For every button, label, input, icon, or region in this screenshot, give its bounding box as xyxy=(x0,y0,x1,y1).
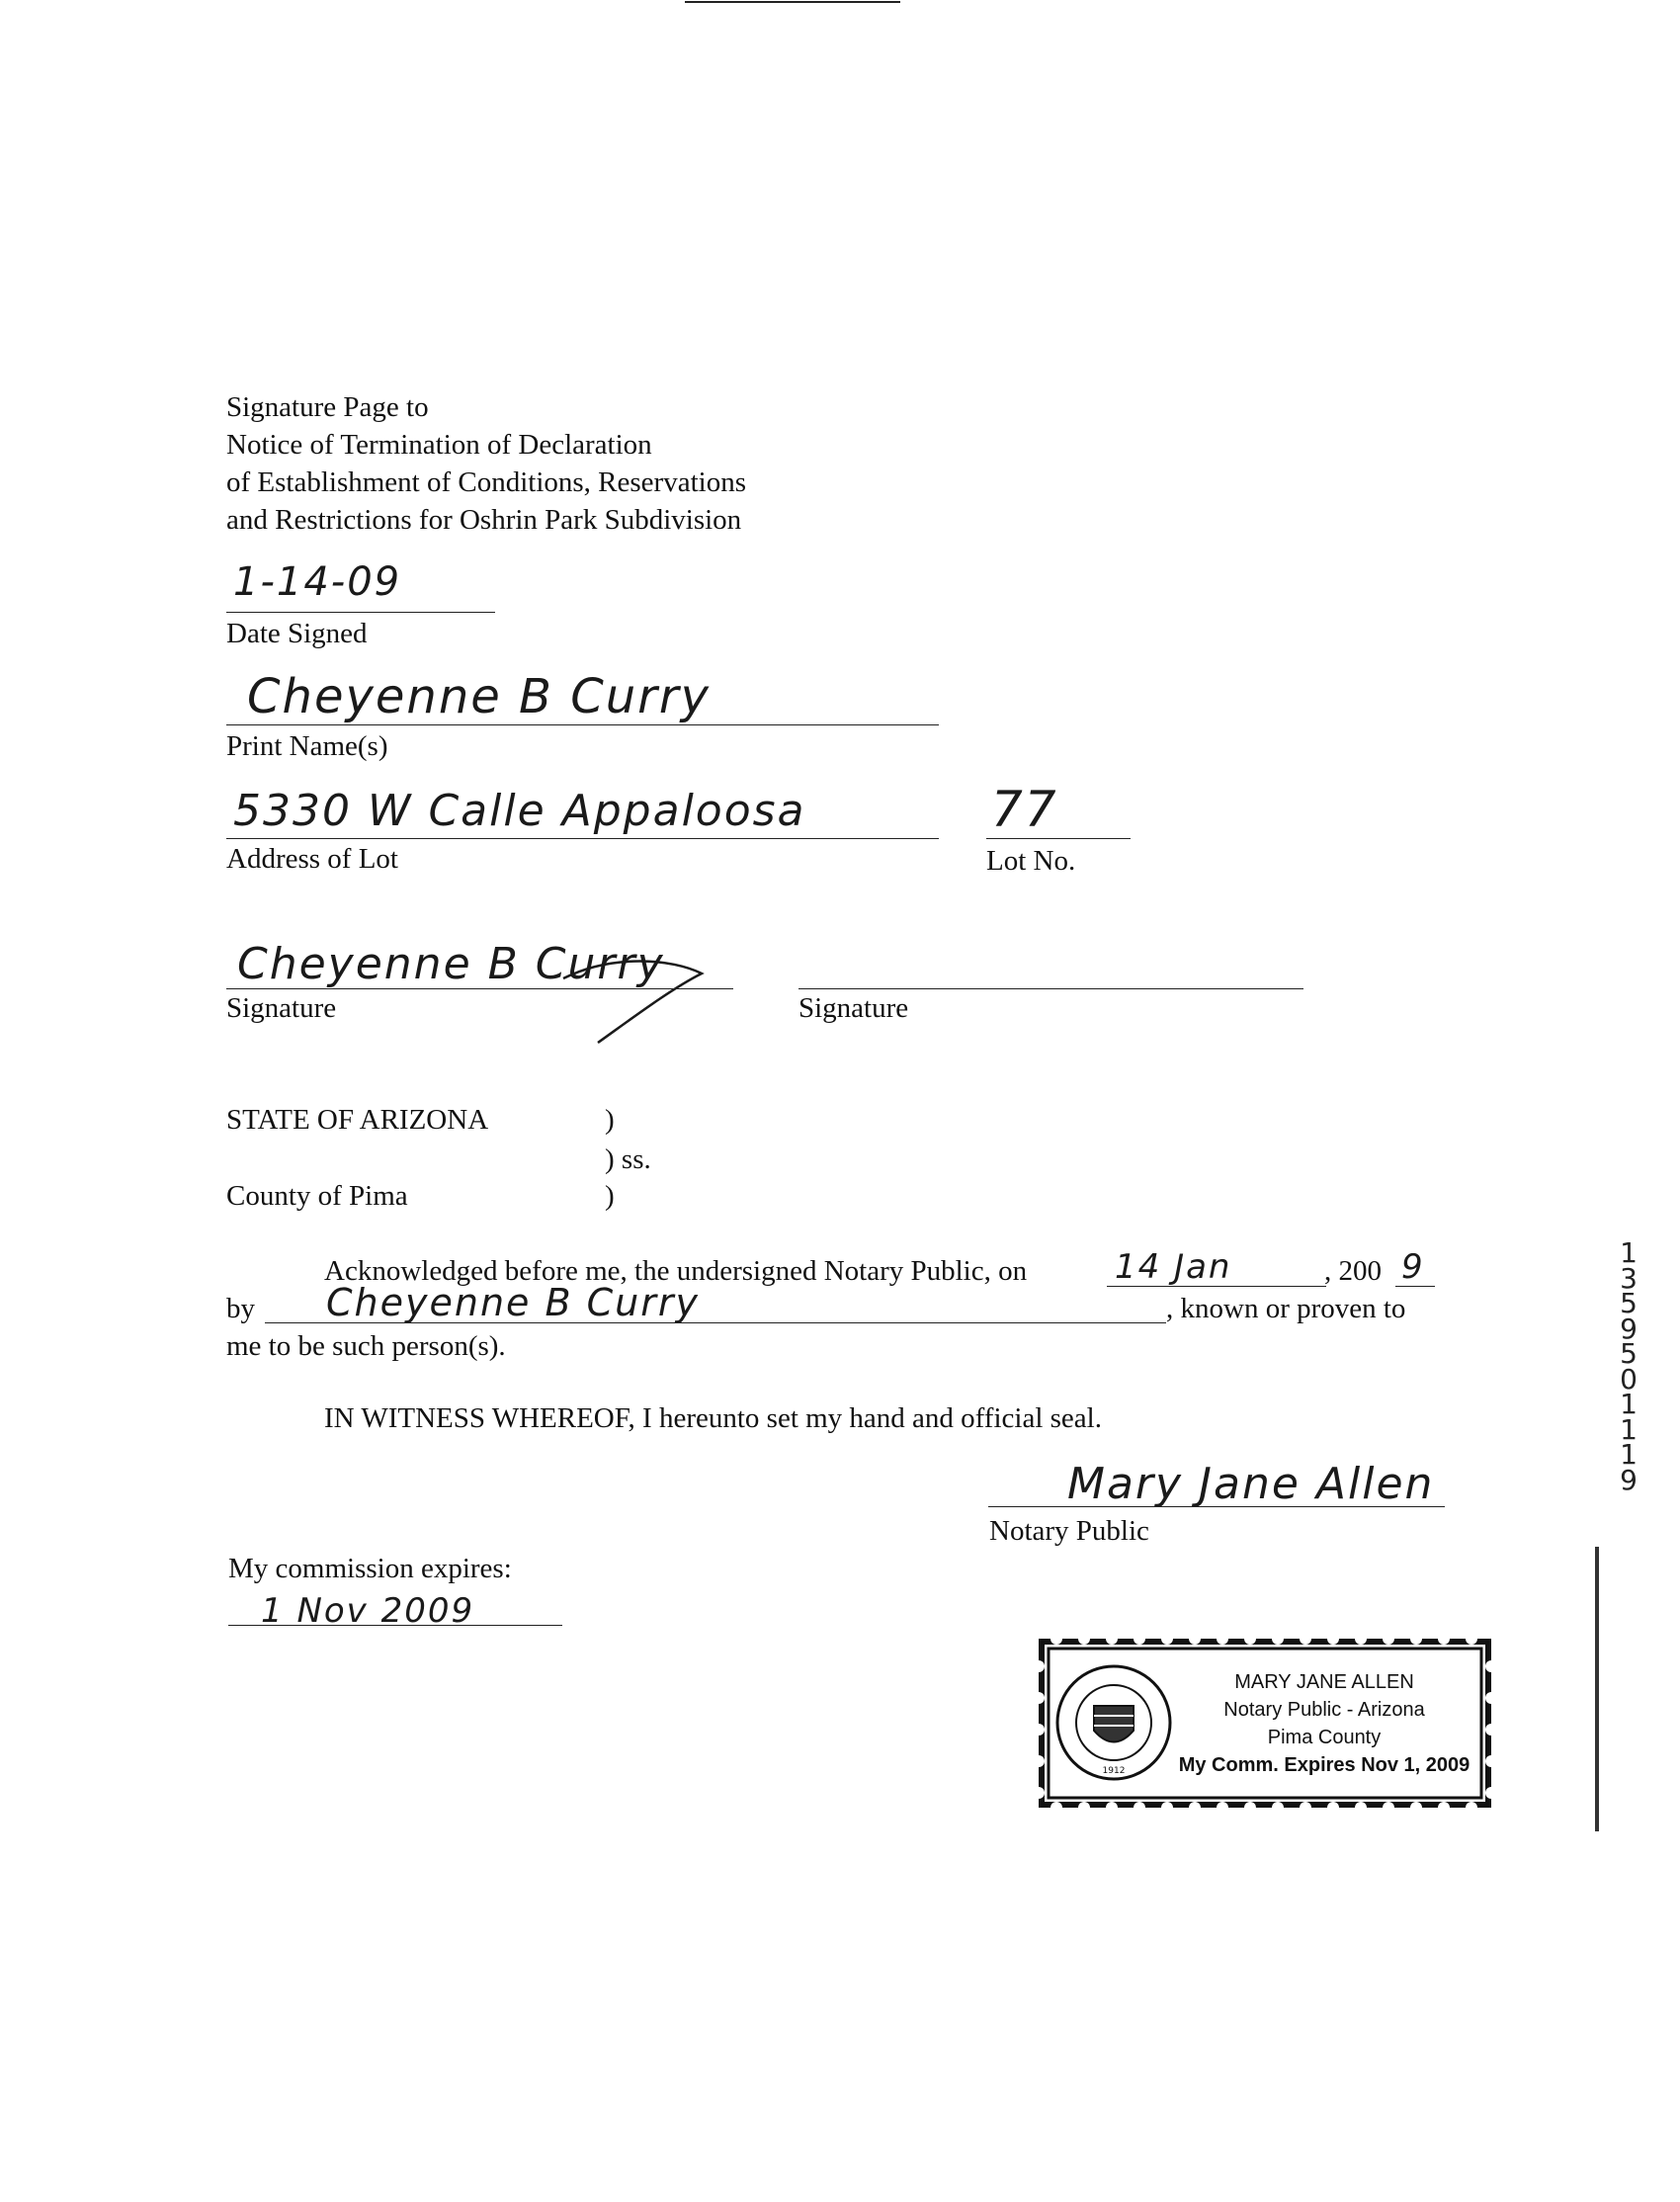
header-line-2: Notice of Termination of Declaration xyxy=(226,429,652,461)
state-label: STATE OF ARIZONA xyxy=(226,1104,489,1136)
lot-line xyxy=(986,838,1131,839)
signature-2-label: Signature xyxy=(798,992,909,1024)
address-label: Address of Lot xyxy=(226,843,398,875)
margin-digit: 3 xyxy=(1620,1261,1638,1295)
print-name-value: Cheyenne B Curry xyxy=(247,669,712,724)
county-label: County of Pima xyxy=(226,1180,408,1212)
address-value: 5330 W Calle Appaloosa xyxy=(233,786,806,836)
commission-value-handwritten: 1 Nov 2009 xyxy=(261,1591,475,1631)
margin-digit: 1 xyxy=(1620,1236,1638,1269)
stamp-text xyxy=(1156,1668,1492,1779)
svg-text:1912: 1912 xyxy=(1102,1766,1126,1776)
stamp-line-3: Pima County xyxy=(1267,1727,1382,1748)
address-line xyxy=(226,838,939,839)
by-name-line xyxy=(265,1322,1166,1323)
person-text: me to be such person(s). xyxy=(226,1330,506,1362)
margin-recording-number xyxy=(1617,1236,1640,1496)
witness-text: IN WITNESS WHEREOF, I hereunto set my hand and official seal. xyxy=(324,1402,1102,1434)
stamp-line-4: My Comm. Expires Nov 1, 2009 xyxy=(1178,1754,1470,1776)
ack-year-line xyxy=(1395,1286,1435,1287)
notary-signature-handwritten: Mary Jane Allen xyxy=(1067,1459,1435,1509)
commission-label: My commission expires: xyxy=(228,1553,512,1584)
date-signed-value: 1-14-09 xyxy=(233,559,402,605)
margin-digit: 5 xyxy=(1620,1337,1638,1370)
header-line-1: Signature Page to xyxy=(226,391,429,423)
margin-digit: 1 xyxy=(1620,1412,1638,1446)
stamp-line-2: Notary Public - Arizona xyxy=(1223,1699,1425,1721)
date-signed-label: Date Signed xyxy=(226,618,368,649)
date-signed-line xyxy=(226,612,495,613)
arizona-seal-icon xyxy=(1057,1666,1170,1779)
by-name-handwritten: Cheyenne B Curry xyxy=(326,1281,700,1324)
margin-digit: 0 xyxy=(1620,1362,1638,1396)
margin-digit: 9 xyxy=(1620,1463,1638,1496)
ack-date-handwritten: 14 Jan xyxy=(1115,1247,1232,1287)
margin-digit: 1 xyxy=(1620,1388,1638,1420)
header-line-3: of Establishment of Conditions, Reservations xyxy=(226,466,746,498)
scan-artifact-right-edge xyxy=(1595,1547,1599,1831)
margin-digit: 5 xyxy=(1620,1287,1638,1319)
lot-label: Lot No. xyxy=(986,845,1076,877)
signature-1-handwritten: Cheyenne B Curry xyxy=(237,939,665,989)
document-header xyxy=(226,393,746,544)
notary-label: Notary Public xyxy=(989,1515,1149,1547)
signature-flourish-icon xyxy=(553,949,721,1048)
signature-2-line xyxy=(798,988,1303,989)
scan-artifact-top-line xyxy=(685,1,900,3)
by-label: by xyxy=(226,1293,255,1324)
lot-value: 77 xyxy=(991,781,1058,838)
margin-digit: 9 xyxy=(1620,1312,1638,1345)
venue-paren-1: ) xyxy=(605,1104,615,1136)
margin-digit: 1 xyxy=(1620,1438,1638,1471)
commission-line xyxy=(228,1625,562,1626)
print-name-label: Print Name(s) xyxy=(226,730,388,762)
known-text: , known or proven to xyxy=(1166,1293,1406,1324)
ack-date-line xyxy=(1107,1286,1326,1287)
signature-1-line xyxy=(226,988,733,989)
ack-year-handwritten: 9 xyxy=(1401,1247,1425,1287)
venue-paren-3: ) xyxy=(605,1180,615,1212)
header-line-4: and Restrictions for Oshrin Park Subdivision xyxy=(226,504,742,536)
print-name-line xyxy=(226,724,939,725)
venue-ss: ) ss. xyxy=(605,1143,651,1175)
notary-signature-line xyxy=(988,1506,1445,1507)
ack-prefix: Acknowledged before me, the undersigned Notary Public, on xyxy=(324,1255,1028,1287)
stamp-line-1: MARY JANE ALLEN xyxy=(1234,1671,1414,1693)
signature-1-label: Signature xyxy=(226,992,337,1024)
ack-year-prefix: , 200 xyxy=(1324,1255,1382,1287)
